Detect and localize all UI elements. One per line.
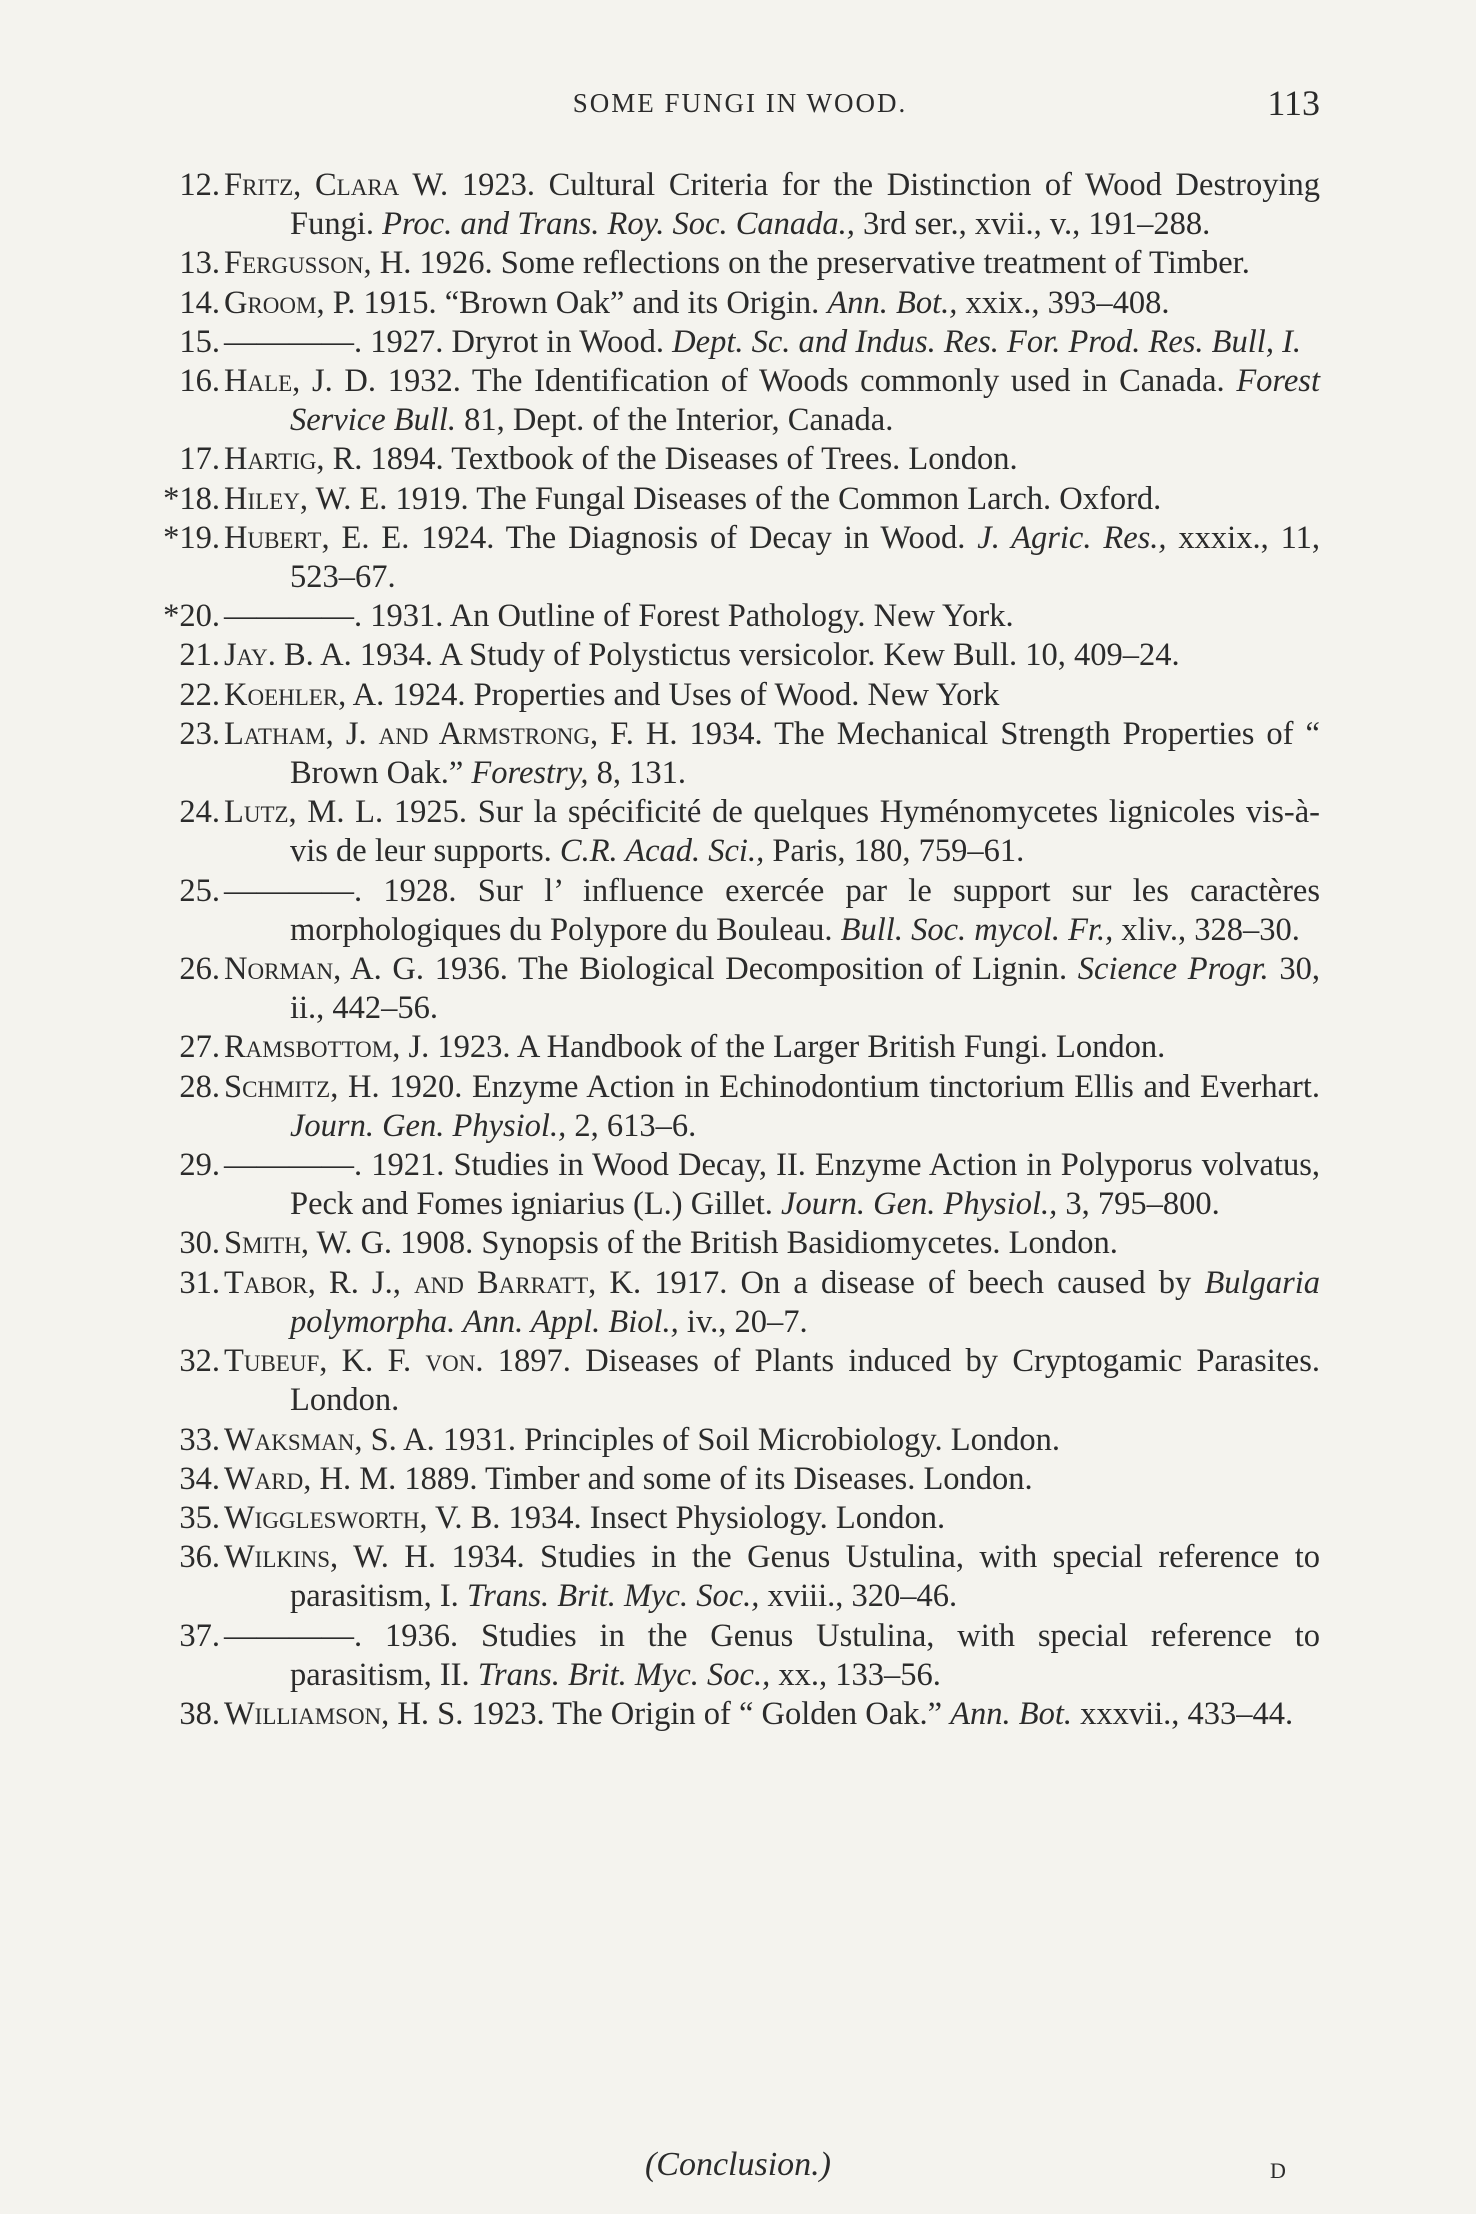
- reference-text: [224, 793, 1320, 871]
- reference-tail: xx., 133–56.: [770, 1656, 941, 1693]
- reference-text: [224, 1068, 1320, 1146]
- reference-body: ————. 1927. Dryrot in Wood.: [224, 323, 673, 360]
- reference-journal: Trans. Brit. Myc. Soc.,: [477, 1656, 771, 1693]
- reference-body: ————. 1921. Studies in Wood Decay, II. Enzyme Action in Polyporus volvatus, Peck and Fomes igniarius (L.) Gillet.: [224, 1147, 1320, 1223]
- reference-number: 34.: [179, 1460, 220, 1497]
- reference-number: 12.: [179, 167, 220, 203]
- reference-text: [224, 715, 1320, 793]
- reference-entry: [160, 284, 1320, 323]
- reference-author: Koehler, A.: [224, 676, 385, 713]
- reference-entry: [160, 872, 1320, 950]
- reference-tail: 8, 131.: [588, 755, 686, 792]
- reference-body: 1920. Enzyme Action in Echinodontium tinctorium Ellis and Everhart.: [379, 1068, 1320, 1105]
- reference-author: Wigglesworth, V. B.: [224, 1499, 501, 1536]
- reference-text: [224, 676, 1320, 715]
- reference-body: 1894. Textbook of the Diseases of Trees. London.: [362, 441, 1018, 478]
- reference-entry: [160, 323, 1320, 362]
- reference-author: Tabor, R. J., and Barratt, K.: [224, 1264, 642, 1301]
- reference-body: 1923. Cultural Criteria for the Distinction of Wood Destroying Fungi.: [290, 167, 1320, 243]
- reference-body: 1923. A Handbook of the Larger British Fungi. London.: [429, 1029, 1166, 1066]
- reference-author: Groom, P.: [224, 284, 356, 321]
- reference-text: [224, 1146, 1320, 1224]
- reference-body: 1925. Sur la spécificité de quelques Hyménomycetes lignicoles vis-à-vis de leur supports.: [290, 794, 1320, 870]
- reference-author: Hale, J. D.: [224, 363, 377, 400]
- reference-journal: Forest Service Bull.: [290, 363, 1320, 439]
- reference-journal: Trans. Brit. Myc. Soc.,: [466, 1578, 760, 1615]
- reference-journal: C.R. Acad. Sci.,: [559, 833, 765, 870]
- reference-number: *19.: [163, 519, 220, 556]
- reference-tail: xxix., 393–408.: [957, 284, 1170, 321]
- reference-body: 1924. Properties and Uses of Wood. New York: [384, 676, 1000, 713]
- reference-body: 1908. Synopsis of the British Basidiomycetes. London.: [392, 1225, 1118, 1262]
- reference-number: 28.: [179, 1068, 220, 1105]
- reference-number: 26.: [179, 951, 220, 988]
- reference-tail: Paris, 180, 759–61.: [764, 833, 1025, 870]
- reference-text: [224, 1028, 1320, 1067]
- reference-author: Lutz, M. L.: [224, 794, 384, 831]
- signature-mark: D: [1270, 2158, 1286, 2183]
- reference-body: 1934. Studies in the Genus Ustulina, with special reference to parasitism, I.: [290, 1539, 1320, 1615]
- reference-text: [224, 1264, 1320, 1342]
- reference-text: [224, 440, 1320, 479]
- reference-entry: [160, 1499, 1320, 1538]
- reference-journal: Proc. and Trans. Roy. Soc. Canada.,: [382, 206, 855, 243]
- reference-author: Fergusson, H.: [224, 245, 412, 282]
- reference-number: 35.: [179, 1499, 220, 1536]
- reference-text: [224, 519, 1320, 597]
- reference-journal: J. Agric. Res.,: [977, 519, 1167, 556]
- reference-entry: [160, 1538, 1320, 1616]
- reference-text: [224, 1421, 1320, 1460]
- reference-text: [224, 1342, 1320, 1420]
- reference-number: *18.: [163, 480, 220, 517]
- reference-entry: [160, 519, 1320, 597]
- reference-author: Schmitz, H.: [224, 1068, 380, 1105]
- reference-text: [224, 950, 1320, 1028]
- reference-entry: [160, 715, 1320, 793]
- reference-entry: [160, 440, 1320, 479]
- reference-body: 1931. Principles of Soil Microbiology. London.: [434, 1421, 1061, 1458]
- reference-number: 13.: [179, 245, 220, 282]
- reference-author: Waksman, S. A.: [224, 1421, 435, 1458]
- reference-entry: [160, 1460, 1320, 1499]
- reference-body: 1932. The Identification of Woods commonly used in Canada.: [376, 363, 1237, 400]
- reference-entry: [160, 1068, 1320, 1146]
- reference-entry: [160, 1617, 1320, 1695]
- reference-number: *20.: [163, 598, 220, 635]
- reference-author: Norman, A. G.: [224, 951, 425, 988]
- reference-entry: [160, 597, 1320, 636]
- reference-text: [224, 480, 1320, 519]
- reference-body: 1934. The Mechanical Strength Properties of “ Brown Oak.”: [290, 715, 1320, 792]
- reference-text: [224, 362, 1320, 440]
- reference-number: 27.: [179, 1029, 220, 1066]
- reference-tail: 3, 795–800.: [1057, 1186, 1220, 1223]
- page-number: 113: [1267, 83, 1320, 123]
- reference-entry: [160, 793, 1320, 871]
- reference-journal: Journ. Gen. Physiol.,: [781, 1186, 1058, 1223]
- reference-entry: [160, 1695, 1320, 1734]
- reference-entry: [160, 1224, 1320, 1263]
- reference-body: 1919. The Fungal Diseases of the Common Larch. Oxford.: [387, 480, 1162, 517]
- reference-body: ————. 1936. Studies in the Genus Ustulina, with special reference to parasitism, II.: [224, 1617, 1320, 1693]
- reference-body: 1915. “Brown Oak” and its Origin.: [355, 284, 828, 321]
- reference-number: 23.: [179, 715, 220, 752]
- reference-tail: 81, Dept. of the Interior, Canada.: [456, 402, 894, 439]
- reference-tail: xxxix., 11, 523–67.: [290, 519, 1321, 596]
- reference-text: [224, 872, 1320, 950]
- reference-entry: [160, 1342, 1320, 1420]
- reference-journal: Science Progr.: [1077, 951, 1269, 988]
- reference-number: 37.: [179, 1617, 220, 1654]
- running-head: [160, 83, 1320, 128]
- reference-entry: [160, 1028, 1320, 1067]
- reference-number: 38.: [179, 1695, 220, 1732]
- reference-body: 1889. Timber and some of its Diseases. London.: [396, 1460, 1033, 1497]
- reference-text: [224, 1224, 1320, 1263]
- reference-text: [224, 1499, 1320, 1538]
- reference-entry: [160, 362, 1320, 440]
- reference-body: 1926. Some reflections on the preservative treatment of Timber.: [411, 245, 1250, 282]
- reference-text: [224, 284, 1320, 323]
- reference-author: Jay. B. A.: [224, 637, 352, 674]
- reference-body: 1917. On a disease of beech caused by: [641, 1264, 1205, 1301]
- reference-number: 24.: [179, 794, 220, 831]
- reference-text: [224, 1617, 1320, 1695]
- reference-number: 30.: [179, 1225, 220, 1262]
- reference-body: 1924. The Diagnosis of Decay in Wood.: [409, 519, 978, 556]
- reference-text: [224, 323, 1320, 362]
- running-title: SOME FUNGI IN WOOD.: [572, 88, 908, 118]
- reference-author: Fritz, Clara W.: [224, 167, 449, 203]
- reference-tail: xxxvii., 433–44.: [1072, 1695, 1294, 1732]
- reference-entry: [160, 1264, 1320, 1342]
- reference-author: Smith, W. G.: [224, 1225, 393, 1262]
- reference-journal: Ann. Bot.,: [827, 284, 958, 321]
- reference-body: ————. 1931. An Outline of Forest Pathology. New York.: [224, 598, 1014, 635]
- conclusion-text: (Conclusion.): [644, 2146, 832, 2183]
- reference-entry: [160, 1421, 1320, 1460]
- reference-tail: 2, 613–6.: [566, 1107, 697, 1144]
- reference-body: 1934. Insect Physiology. London.: [500, 1499, 946, 1536]
- reference-number: 36.: [179, 1539, 220, 1576]
- reference-entry: [160, 480, 1320, 519]
- reference-author: Hiley, W. E.: [224, 480, 388, 517]
- reference-text: [224, 636, 1320, 675]
- reference-tail: xliv., 328–30.: [1113, 911, 1300, 948]
- reference-journal: Forestry,: [471, 755, 589, 792]
- reference-entry: [160, 166, 1320, 244]
- reference-tail: 3rd ser., xvii., v., 191–288.: [854, 206, 1211, 243]
- reference-text: [224, 166, 1320, 244]
- reference-number: 16.: [179, 363, 220, 400]
- reference-author: Wilkins, W. H.: [224, 1539, 436, 1576]
- reference-entry: [160, 244, 1320, 283]
- reference-entry: [160, 950, 1320, 1028]
- reference-number: 29.: [179, 1147, 220, 1184]
- reference-entry: [160, 676, 1320, 715]
- reference-author: Hubert, E. E.: [224, 519, 410, 556]
- reference-body: 1936. The Biological Decomposition of Lignin.: [424, 951, 1078, 988]
- reference-number: 22.: [179, 676, 220, 713]
- reference-list: [160, 166, 1320, 1734]
- reference-author: Latham, J. and Armstrong, F. H.: [224, 715, 678, 752]
- reference-number: 25.: [179, 872, 220, 909]
- conclusion-note: [0, 2146, 1476, 2184]
- reference-number: 14.: [179, 284, 220, 321]
- reference-tail: iv., 20–7.: [678, 1303, 808, 1340]
- reference-journal: Dept. Sc. and Indus. Res. For. Prod. Res. Bull, I.: [672, 323, 1302, 360]
- reference-journal: Ann. Bot.: [950, 1695, 1072, 1732]
- reference-number: 21.: [179, 637, 220, 674]
- reference-number: 17.: [179, 441, 220, 478]
- reference-author: Hartig, R.: [224, 441, 363, 478]
- reference-entry: [160, 636, 1320, 675]
- reference-author: Ward, H. M.: [224, 1460, 397, 1497]
- reference-author: Ramsbottom, J.: [224, 1029, 430, 1066]
- reference-body: 1897. Diseases of Plants induced by Cryptogamic Parasites. London.: [290, 1343, 1321, 1419]
- reference-body: 1923. The Origin of “ Golden Oak.”: [463, 1695, 951, 1732]
- reference-number: 31.: [179, 1264, 220, 1301]
- reference-text: [224, 1460, 1320, 1499]
- reference-journal: Bull. Soc. mycol. Fr.,: [840, 911, 1114, 948]
- reference-body: 1934. A Study of Polystictus versicolor. Kew Bull. 10, 409–24.: [351, 637, 1180, 674]
- reference-journal: Journ. Gen. Physiol.,: [290, 1107, 567, 1144]
- reference-number: 15.: [179, 323, 220, 360]
- reference-text: [224, 1538, 1320, 1616]
- reference-author: Williamson, H. S.: [224, 1695, 464, 1732]
- reference-text: [224, 244, 1320, 283]
- reference-tail: 30, ii., 442–56.: [290, 951, 1321, 1027]
- reference-number: 33.: [179, 1421, 220, 1458]
- reference-text: [224, 1695, 1320, 1734]
- reference-author: Tubeuf, K. F. von.: [224, 1343, 484, 1380]
- reference-journal: Bulgaria polymorpha. Ann. Appl. Biol.,: [290, 1264, 1320, 1340]
- reference-number: 32.: [179, 1343, 220, 1380]
- reference-tail: xviii., 320–46.: [759, 1578, 958, 1615]
- reference-text: [224, 597, 1320, 636]
- reference-body: ————. 1928. Sur l’ influence exercée par le support sur les caractères morphologiques du Polypore du Bouleau.: [224, 872, 1320, 948]
- reference-entry: [160, 1146, 1320, 1224]
